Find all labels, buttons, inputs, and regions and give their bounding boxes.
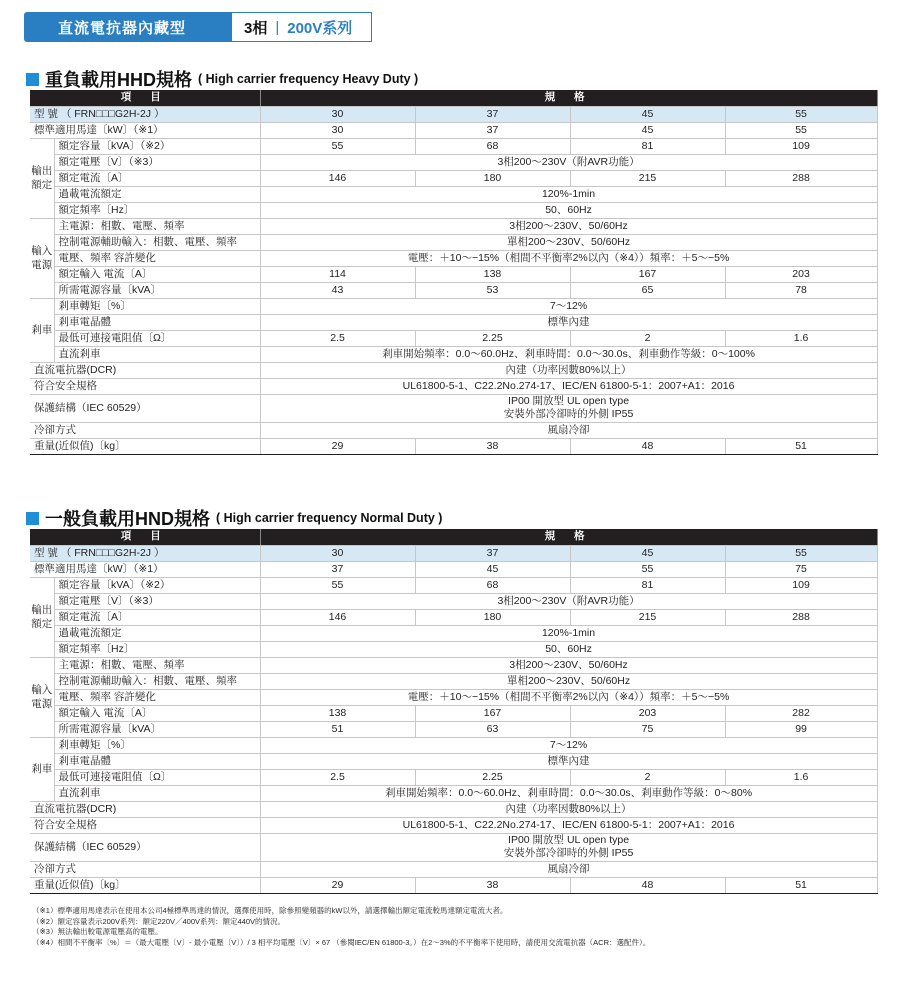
row-cooling <box>30 422 877 438</box>
banner-series-box <box>232 12 372 42</box>
row-variation <box>30 250 877 266</box>
cell-value: UL61800-5-1、C22.2No.274-17、IEC/EN 61800-5-1：2007+A1：2016 <box>260 817 877 833</box>
row-safety <box>30 378 877 394</box>
cell-value: 3相200～230V、50/60Hz <box>260 218 877 234</box>
section-title-sub: ( High carrier frequency Normal Duty ) <box>216 511 443 525</box>
cell-value: 180 <box>415 170 570 186</box>
cell-value: 電壓：＋10～−15%（相間不平衡率2%以內（※4））頻率：＋5～−5% <box>260 689 877 705</box>
cell-value: 81 <box>570 138 725 154</box>
row-main-power <box>30 218 877 234</box>
cell-value: 75 <box>725 561 877 577</box>
row-label: 額定頻率〔Hz〕 <box>54 641 260 657</box>
footnotes <box>32 906 650 948</box>
row-label: 保護結構（IEC 60529） <box>30 833 260 861</box>
cell-value: 50、60Hz <box>260 641 877 657</box>
cell-value: 75 <box>570 721 725 737</box>
row-label: 所需電源容量〔kVA〕 <box>54 721 260 737</box>
row-label: 符合安全規格 <box>30 378 260 394</box>
section-title-hnd <box>26 505 442 531</box>
cell-value: 風扇冷卻 <box>260 861 877 877</box>
section-title-sub: ( High carrier frequency Heavy Duty ) <box>198 72 419 86</box>
cell-value: 288 <box>725 170 877 186</box>
row-rated-capacity <box>30 577 877 593</box>
row-label: 剎車轉矩〔%〕 <box>54 737 260 753</box>
row-label: 重量(近似值)〔kg〕 <box>30 877 260 893</box>
row-label: 重量(近似值)〔kg〕 <box>30 438 260 454</box>
row-label: 符合安全規格 <box>30 817 260 833</box>
cell-value: 37 <box>415 106 570 122</box>
section-title-main: 重負載用HHD規格 <box>45 70 192 90</box>
cell-value: 167 <box>415 705 570 721</box>
row-input-current <box>30 705 877 721</box>
cell-value: 內建（功率因數80%以上） <box>260 362 877 378</box>
row-label: 控制電源輔助輸入：相數、電壓、頻率 <box>54 673 260 689</box>
row-label: 標準適用馬達〔kW〕（※1） <box>30 122 260 138</box>
cell-value: 45 <box>570 106 725 122</box>
header-item: 項 目 <box>30 529 260 545</box>
cell-value: 215 <box>570 170 725 186</box>
section-title-main: 一般負載用HND規格 <box>45 509 210 529</box>
table-header <box>30 529 877 545</box>
protection-line-1: IP00 開放型 UL open type <box>508 395 630 407</box>
row-label: 額定電流〔A〕 <box>54 609 260 625</box>
header-banner <box>24 12 372 42</box>
row-label: 型 號 （ FRN□□□G2H-2J ） <box>30 106 260 122</box>
cell-value: 45 <box>415 561 570 577</box>
row-rated-current <box>30 609 877 625</box>
cell-value: 30 <box>260 106 415 122</box>
cell-value: 146 <box>260 170 415 186</box>
cell-value: 146 <box>260 609 415 625</box>
cell-value: 138 <box>260 705 415 721</box>
cell-value: 180 <box>415 609 570 625</box>
row-power-capacity <box>30 721 877 737</box>
cell-value: 63 <box>415 721 570 737</box>
cell-value: 203 <box>570 705 725 721</box>
banner-phase: 3相 <box>244 19 268 37</box>
cell-value: 37 <box>415 122 570 138</box>
row-dc-brake <box>30 785 877 801</box>
spec-table-hnd <box>30 529 878 894</box>
footnote: （※4）相間不平衡率〔%〕＝（最大電壓〔V〕- 最小電壓〔V〕）/ 3 相平均電壓〔V〕× 67 （參閱IEC/EN 61800-3。）在2～3%的不平衡率下使用時，請使用交流電抗器（ACR：選配件）。 <box>32 937 651 947</box>
row-frequency <box>30 641 877 657</box>
row-variation <box>30 689 877 705</box>
row-rated-voltage <box>30 154 877 170</box>
row-label: 直流電抗器(DCR) <box>30 801 260 817</box>
row-protection <box>30 394 877 422</box>
row-label: 直流電抗器(DCR) <box>30 362 260 378</box>
cell-value: 55 <box>260 138 415 154</box>
cell-value: 29 <box>260 438 415 454</box>
row-group-label: 輸出額定 <box>30 138 54 218</box>
row-group-label: 剎車 <box>30 737 54 801</box>
row-main-power <box>30 657 877 673</box>
row-cooling <box>30 861 877 877</box>
cell-value: 2.25 <box>415 769 570 785</box>
row-frequency <box>30 202 877 218</box>
row-group-label: 輸入電源 <box>30 657 54 737</box>
cell-value: 30 <box>260 122 415 138</box>
header-spec: 規 格 <box>260 529 877 545</box>
cell-value: 51 <box>725 438 877 454</box>
row-label: 額定電流〔A〕 <box>54 170 260 186</box>
protection-line-2: 安裝外部冷卻時的外側 IP55 <box>503 408 634 420</box>
row-min-resistance <box>30 769 877 785</box>
row-brake-torque <box>30 298 877 314</box>
row-label: 冷卻方式 <box>30 422 260 438</box>
cell-value: 剎車開始頻率：0.0～60.0Hz、剎車時間：0.0～30.0s、剎車動作等級：0～80% <box>260 785 877 801</box>
row-label: 電壓、頻率 容許變化 <box>54 250 260 266</box>
row-aux-power <box>30 673 877 689</box>
cell-value: 風扇冷卻 <box>260 422 877 438</box>
row-group-label: 輸入電源 <box>30 218 54 298</box>
cell-value: 2 <box>570 330 725 346</box>
row-overload <box>30 186 877 202</box>
cell-value: 電壓：＋10～−15%（相間不平衡率2%以內（※4））頻率：＋5～−5% <box>260 250 877 266</box>
row-label: 額定電壓〔V〕（※3） <box>54 154 260 170</box>
cell-value: 剎車開始頻率：0.0～60.0Hz、剎車時間：0.0～30.0s、剎車動作等級：0～100% <box>260 346 877 362</box>
cell-value: 68 <box>415 138 570 154</box>
cell-value: 37 <box>415 545 570 561</box>
cell-value: 38 <box>415 438 570 454</box>
footnote: （※1）標準適用馬達表示在使用本公司4極標準馬達的情況，選擇使用時，除參照變頻器的kW以外，請選擇輸出額定電流較馬達額定電流大者。 <box>32 906 508 915</box>
cell-value: 114 <box>260 266 415 282</box>
cell-value: 29 <box>260 877 415 893</box>
row-aux-power <box>30 234 877 250</box>
section-bullet-icon <box>26 512 39 525</box>
cell-value: 81 <box>570 577 725 593</box>
cell-value: 55 <box>570 561 725 577</box>
row-weight <box>30 438 877 454</box>
row-dcr <box>30 801 877 817</box>
row-label: 電壓、頻率 容許變化 <box>54 689 260 705</box>
row-safety <box>30 817 877 833</box>
row-label: 直流剎車 <box>54 346 260 362</box>
row-label: 保護結構（IEC 60529） <box>30 394 260 422</box>
row-label: 剎車轉矩〔%〕 <box>54 298 260 314</box>
row-weight <box>30 877 877 893</box>
row-rated-capacity <box>30 138 877 154</box>
row-label: 控制電源輔助輸入：相數、電壓、頻率 <box>54 234 260 250</box>
footnote: （※3）無法輸出較電源電壓高的電壓。 <box>32 927 163 936</box>
row-model <box>30 545 877 561</box>
cell-value: 109 <box>725 138 877 154</box>
cell-value: UL61800-5-1、C22.2No.274-17、IEC/EN 61800-5-1：2007+A1：2016 <box>260 378 877 394</box>
row-overload <box>30 625 877 641</box>
cell-value: 120%-1min <box>260 186 877 202</box>
row-label: 額定輸入 電流〔A〕 <box>54 266 260 282</box>
header-item: 項 目 <box>30 90 260 106</box>
cell-value: 37 <box>260 561 415 577</box>
cell-value: 65 <box>570 282 725 298</box>
cell-value: 167 <box>570 266 725 282</box>
row-group-label: 剎車 <box>30 298 54 362</box>
banner-title: 直流電抗器內藏型 <box>24 12 232 42</box>
cell-value: 68 <box>415 577 570 593</box>
row-label: 額定輸入 電流〔A〕 <box>54 705 260 721</box>
cell-value: 99 <box>725 721 877 737</box>
cell-value: 7～12% <box>260 737 877 753</box>
cell-value: 203 <box>725 266 877 282</box>
cell-value: 48 <box>570 438 725 454</box>
cell-value: 78 <box>725 282 877 298</box>
footnote: （※2）額定容量表示200V系列：額定220V／400V系列：額定440V的情況。 <box>32 916 286 926</box>
cell-value: 45 <box>570 122 725 138</box>
cell-value: 215 <box>570 609 725 625</box>
protection-line-2: 安裝外部冷卻時的外側 IP55 <box>503 847 634 859</box>
row-label: 剎車電晶體 <box>54 314 260 330</box>
row-label: 標準適用馬達〔kW〕（※1） <box>30 561 260 577</box>
row-label: 額定容量〔kVA〕（※2） <box>54 138 260 154</box>
row-min-resistance <box>30 330 877 346</box>
cell-value: 30 <box>260 545 415 561</box>
row-rated-current <box>30 170 877 186</box>
cell-value: 2 <box>570 769 725 785</box>
section-bullet-icon <box>26 73 39 86</box>
cell-value: 7～12% <box>260 298 877 314</box>
cell-value: 55 <box>725 106 877 122</box>
banner-series: 200V系列 <box>287 19 353 37</box>
row-label: 過載電流額定 <box>54 186 260 202</box>
row-label: 直流剎車 <box>54 785 260 801</box>
row-label: 所需電源容量〔kVA〕 <box>54 282 260 298</box>
cell-value: 282 <box>725 705 877 721</box>
cell-value: 51 <box>260 721 415 737</box>
row-label: 冷卻方式 <box>30 861 260 877</box>
row-label: 剎車電晶體 <box>54 753 260 769</box>
cell-value <box>260 394 877 422</box>
cell-value: 53 <box>415 282 570 298</box>
section-title-hhd <box>26 66 418 92</box>
cell-value: 138 <box>415 266 570 282</box>
cell-value: 2.25 <box>415 330 570 346</box>
row-motor <box>30 122 877 138</box>
cell-value: 120%-1min <box>260 625 877 641</box>
row-motor <box>30 561 877 577</box>
cell-value: 標準內建 <box>260 314 877 330</box>
row-dcr <box>30 362 877 378</box>
banner-separator: | <box>275 18 280 36</box>
cell-value: 51 <box>725 877 877 893</box>
cell-value: 1.6 <box>725 330 877 346</box>
row-power-capacity <box>30 282 877 298</box>
cell-value: 109 <box>725 577 877 593</box>
cell-value: 標準內建 <box>260 753 877 769</box>
row-dc-brake <box>30 346 877 362</box>
row-label: 最低可連接電阻值〔Ω〕 <box>54 769 260 785</box>
row-label: 主電源：相數、電壓、頻率 <box>54 218 260 234</box>
row-label: 額定電壓〔V〕（※3） <box>54 593 260 609</box>
row-rated-voltage <box>30 593 877 609</box>
row-protection <box>30 833 877 861</box>
cell-value: 50、60Hz <box>260 202 877 218</box>
spec-table-hhd <box>30 90 878 455</box>
row-group-label: 輸出額定 <box>30 577 54 657</box>
row-label: 最低可連接電阻值〔Ω〕 <box>54 330 260 346</box>
row-brake-torque <box>30 737 877 753</box>
table-header <box>30 90 877 106</box>
cell-value: 1.6 <box>725 769 877 785</box>
cell-value: 單相200～230V、50/60Hz <box>260 673 877 689</box>
row-label: 額定頻率〔Hz〕 <box>54 202 260 218</box>
cell-value: 2.5 <box>260 769 415 785</box>
cell-value: 55 <box>725 545 877 561</box>
cell-value: 55 <box>260 577 415 593</box>
row-label: 過載電流額定 <box>54 625 260 641</box>
cell-value: 單相200～230V、50/60Hz <box>260 234 877 250</box>
cell-value: 55 <box>725 122 877 138</box>
cell-value: 2.5 <box>260 330 415 346</box>
row-brake-transistor <box>30 753 877 769</box>
cell-value: 3相200～230V、50/60Hz <box>260 657 877 673</box>
row-input-current <box>30 266 877 282</box>
row-brake-transistor <box>30 314 877 330</box>
protection-line-1: IP00 開放型 UL open type <box>508 834 630 846</box>
cell-value: 45 <box>570 545 725 561</box>
row-label: 額定容量〔kVA〕（※2） <box>54 577 260 593</box>
cell-value: 3相200～230V（附AVR功能） <box>260 154 877 170</box>
cell-value <box>260 833 877 861</box>
row-label: 主電源：相數、電壓、頻率 <box>54 657 260 673</box>
cell-value: 43 <box>260 282 415 298</box>
cell-value: 38 <box>415 877 570 893</box>
row-label: 型 號 （ FRN□□□G2H-2J ） <box>30 545 260 561</box>
cell-value: 內建（功率因數80%以上） <box>260 801 877 817</box>
cell-value: 288 <box>725 609 877 625</box>
cell-value: 3相200～230V（附AVR功能） <box>260 593 877 609</box>
row-model <box>30 106 877 122</box>
header-spec: 規 格 <box>260 90 877 106</box>
cell-value: 48 <box>570 877 725 893</box>
